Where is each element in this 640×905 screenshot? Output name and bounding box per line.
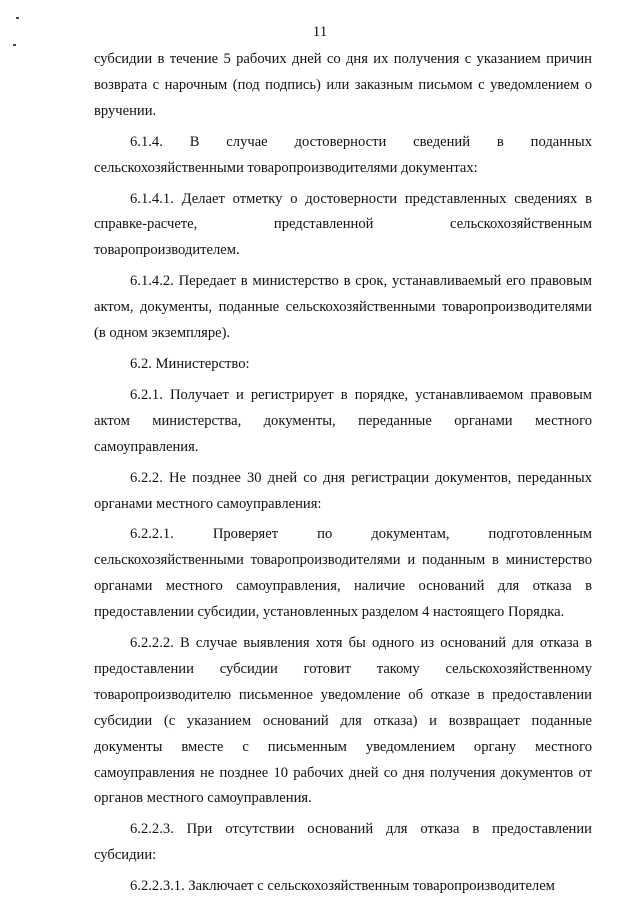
paragraph-6-2-2-1: 6.2.2.1. Проверяет по документам, подготовленным сельскохозяйственными товаропроизводителями и поданным в министерство органами местного самоуправления, наличие оснований для отказа в предоставлении субсидии, установленных разделом 4 настоящего Порядка.: [94, 526, 592, 621]
document-body: [94, 47, 592, 900]
page-number: 11: [312, 24, 328, 40]
paragraph-6-2-2: 6.2.2. Не позднее 30 дней со дня регистрации документов, переданных органами местного самоуправления:: [94, 469, 592, 512]
paragraph-6-1-4: 6.1.4. В случае достоверности сведений в поданных сельскохозяйственными товаропроизводителями документах:: [94, 133, 592, 176]
paragraph-6-1-4-2: 6.1.4.2. Передает в министерство в срок, устанавливаемый его правовым актом, документы, поданные сельскохозяйственными товаропроизводителями (в одном экземпляре).: [94, 273, 592, 342]
paragraph-6-2: 6.2. Министерство:: [130, 355, 250, 372]
paragraph-6-1-4-1: 6.1.4.1. Делает отметку о достоверности представленных сведениях в справке-расчете, представленной сельскохозяйственным товаропроизводителем.: [94, 190, 592, 259]
paragraph-continuation: субсидии в течение 5 рабочих дней со дня их получения с указанием причин возврата с нарочным (под подпись) или заказным письмом с уведомлением о вручении.: [94, 51, 592, 119]
paragraph-6-2-1: 6.2.1. Получает и регистрирует в порядке, устанавливаемом правовым актом министерства, документы, переданные органами местного самоуправления.: [94, 386, 592, 455]
paragraph-6-2-2-3: 6.2.2.3. При отсутствии оснований для отказа в предоставлении субсидии:: [94, 821, 592, 864]
scan-mark: [13, 44, 16, 46]
scan-mark: [16, 17, 19, 19]
paragraph-6-2-2-3-1: 6.2.2.3.1. Заключает с сельскохозяйственным товаропроизводителем: [130, 878, 555, 895]
paragraph-6-2-2-2: 6.2.2.2. В случае выявления хотя бы одного из оснований для отказа в предоставлении субсидии готовит такому сельскохозяйственному товаропроизводителю письменное уведомление об отказе в предоставлении субсидии (с указанием оснований для отказа) и возвращает поданные документы вместе с письменным уведомлением органу местного самоуправления не позднее 10 рабочих дней со дня получения документов от органов местного самоуправления.: [94, 635, 592, 807]
